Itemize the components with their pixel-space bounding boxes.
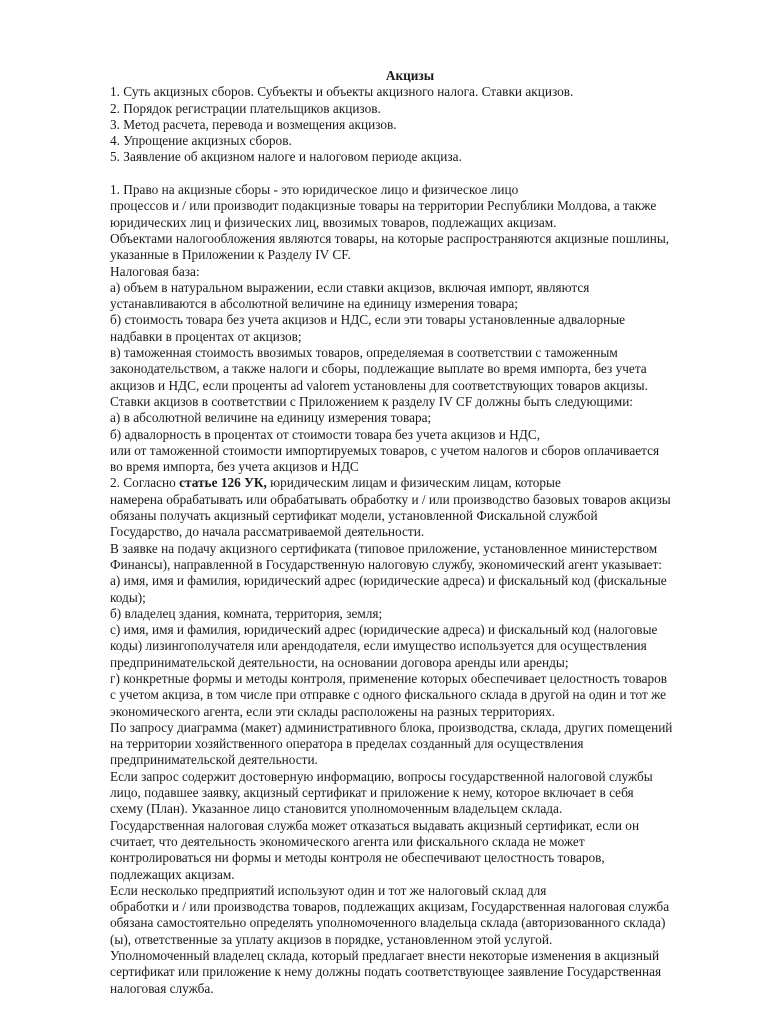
body-line: указанные в Приложении к Разделу IV CF. (110, 247, 351, 263)
body-line: предпринимательской деятельности. (110, 752, 318, 768)
body-line: коды); (110, 589, 146, 605)
toc-item: 5. Заявление об акцизном налоге и налоговом периоде акциза. (110, 149, 462, 165)
body-line: с учетом акциза, в том числе при отправке с одного фискального склада в другой на один и тот же (110, 687, 667, 703)
body-line: на территории хозяйственного оператора в пределах созданный для осуществления (110, 736, 584, 752)
body-line: а) в абсолютной величине на единицу измерения товара; (110, 410, 432, 426)
body-line: По запросу диаграмма (макет) административного блока, производства, склада, других помещений (110, 719, 673, 735)
body-line: подлежащих акцизам. (110, 866, 235, 882)
body-line: обязаны получать акцизный сертификат модели, установленной Фискальной службой (110, 508, 598, 524)
body-line: (ы), ответственные за уплату акцизов в порядке, установленном этой услугой. (110, 931, 553, 947)
document-title: Акцизы (385, 68, 435, 83)
body-line: Финансы), направленной в Государственную налоговую службу, экономический агент указывает: (110, 556, 662, 572)
body-line: Уполномоченный владелец склада, который предлагает внести некоторые изменения в акцизный (110, 948, 660, 964)
body-line: с) имя, имя и фамилия, юридический адрес (юридические адреса) и фискальный код (налоговые (110, 622, 658, 638)
body-line: Если запрос содержит достоверную информацию, вопросы государственной налоговой службы (110, 768, 653, 784)
body-line: процессов и / или производит подакцизные товары на территории Республики Молдова, а также (110, 198, 657, 214)
body-line: считает, что деятельность экономического агента или фискального склада не может (110, 833, 585, 849)
body-line: б) владелец здания, комната, территория, земля; (110, 605, 383, 621)
body-line: надбавки в процентах от акцизов; (110, 328, 302, 344)
body-text-after (110, 492, 710, 997)
body-line: обязана самостоятельно определять уполномоченного владельца склада (авторизованного склада) (110, 915, 666, 931)
body-line: б) адвалорность в процентах от стоимости товара без учета акцизов и НДС, (110, 426, 541, 442)
toc-item: 2. Порядок регистрации плательщиков акцизов. (110, 100, 381, 116)
article-line-suffix: юридическим лицам и физическим лицам, которые (266, 475, 561, 491)
toc-item: 3. Метод расчета, перевода и возмещения акцизов. (110, 116, 397, 132)
body-line: лицо, подавшее заявку, акцизный сертификат и приложение к нему, которое включает в себя (110, 785, 634, 801)
body-line: а) имя, имя и фамилия, юридический адрес (юридические адреса) и фискальный код (фискальные (110, 573, 667, 589)
article-line-prefix: 2. Согласно (110, 475, 180, 491)
body-line: намерена обрабатывать или обрабатывать обработку и / или производство базовых товаров акцизы (110, 491, 671, 507)
table-of-contents (110, 84, 710, 165)
body-line: 1. Право на акцизные сборы - это юридическое лицо и физическое лицо (110, 182, 519, 198)
body-line: предпринимательской деятельности, на основании договора аренды или аренды; (110, 654, 569, 670)
toc-item: 4. Упрощение акцизных сборов. (110, 133, 292, 149)
body-line: Налоговая база: (110, 263, 200, 279)
article-reference-bold: статье 126 УК, (179, 475, 267, 491)
body-line: обработки и / или производства товаров, подлежащих акцизам, Государственная налоговая служба (110, 899, 670, 915)
body-line: схему (План). Указанное лицо становится уполномоченным владельцем склада. (110, 801, 563, 817)
body-line: контролироваться ни формы и методы контроля не обеспечивают целостность товаров, (110, 850, 605, 866)
body-line: или от таможенной стоимости импортируемых товаров, с учетом налогов и сборов оплачивается (110, 442, 660, 458)
body-line: акцизов и НДС, если проценты ad valorem установлены для соответствующих товаров акцизы. (110, 377, 648, 393)
body-line: коды) лизингополучателя или арендодателя, если имущество используется для осуществления (110, 638, 647, 654)
body-text-before (110, 182, 710, 475)
body-line: б) стоимость товара без учета акцизов и НДС, если эти товары установленные адвалорные (110, 312, 626, 328)
body-line: Если несколько предприятий используют один и тот же налоговый склад для (110, 882, 547, 898)
document-page (110, 68, 710, 997)
body-line: Ставки акцизов в соответствии с Приложением к разделу IV CF должны быть следующими: (110, 393, 634, 409)
article-reference-line (110, 475, 710, 491)
body-line: Государственная налоговая служба может отказаться выдавать акцизный сертификат, если он (110, 817, 640, 833)
body-line: а) объем в натуральном выражении, если ставки акцизов, включая импорт, являются (110, 279, 590, 295)
body-line: г) конкретные формы и методы контроля, применение которых обеспечивает целостность товаров (110, 670, 668, 686)
body-line: юридических лиц и физических лиц, ввозимых товаров, подлежащих акцизам. (110, 214, 557, 230)
body-line: Объектами налогообложения являются товары, на которые распространяются акцизные пошлины, (110, 230, 670, 246)
body-line: сертификат или приложение к нему должны подать соответствующее заявление Государственная (110, 964, 662, 980)
body-line: в) таможенная стоимость ввозимых товаров, определяемая в соответствии с таможенным (110, 345, 618, 361)
blank-line (110, 166, 710, 182)
body-line: налоговая служба. (110, 980, 214, 996)
body-line: законодательством, а также налоги и сборы, подлежащие выплате во время импорта, без учета (110, 361, 647, 377)
toc-item: 1. Суть акцизных сборов. Субъекты и объекты акцизного налога. Ставки акцизов. (110, 84, 574, 100)
body-line: экономического агента, если эти склады расположены на разных территориях. (110, 703, 556, 719)
body-line: В заявке на подачу акцизного сертификата (типовое приложение, установленное министерством (110, 540, 658, 556)
body-line: устанавливаются в абсолютной величине на единицу измерения товара; (110, 296, 518, 312)
body-line: во время импорта, без учета акцизов и НДС (110, 459, 359, 475)
body-line: Государство, до начала рассматриваемой деятельности. (110, 524, 425, 540)
